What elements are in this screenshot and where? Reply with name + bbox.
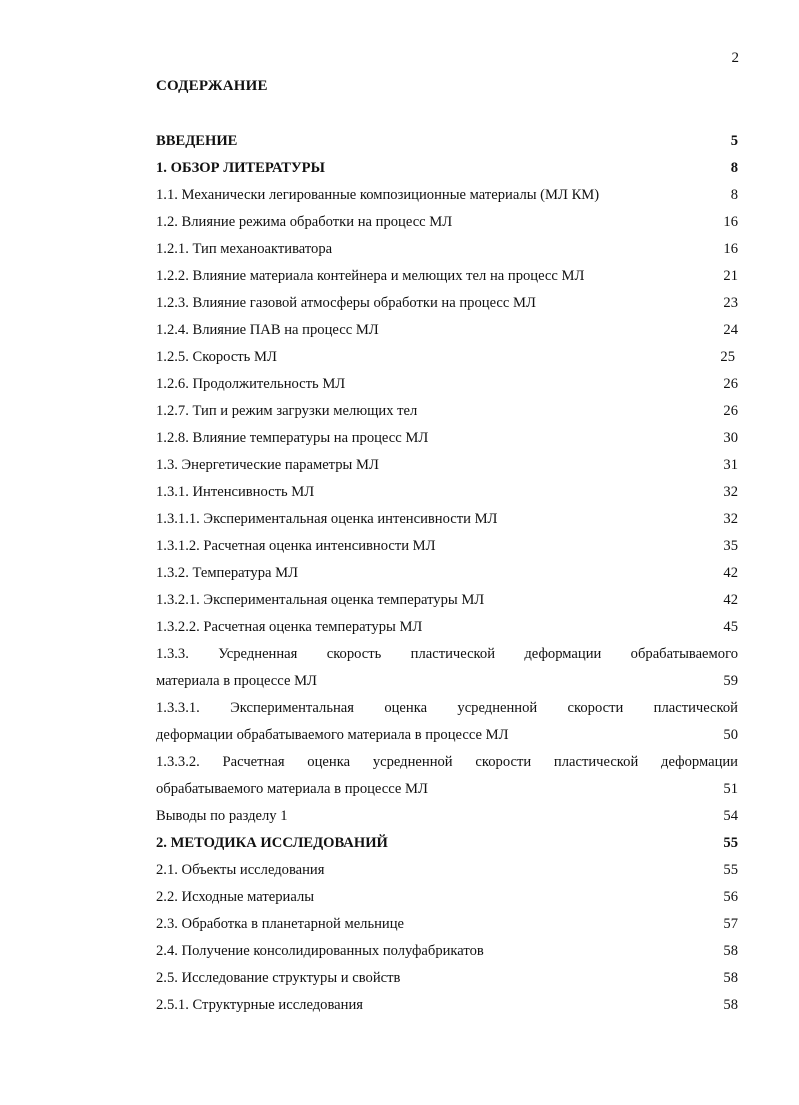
toc-entry-page: 16 bbox=[723, 241, 738, 257]
toc-entry-page: 8 bbox=[730, 160, 738, 176]
toc-entry-text-continued: деформации обрабатываемого материала в процессе МЛ bbox=[156, 727, 509, 743]
toc-entry-2-3 bbox=[156, 911, 738, 938]
toc-entry-text: 1.3.2.1. Экспериментальная оценка температуры МЛ bbox=[156, 592, 485, 608]
toc-entry-page: 55 bbox=[723, 835, 738, 851]
toc-entry-page: 51 bbox=[723, 781, 738, 797]
toc-entry-page: 58 bbox=[723, 970, 738, 986]
toc-entry-text: 1.2.5. Скорость МЛ bbox=[156, 349, 277, 365]
toc-entry-text: ВВЕДЕНИЕ bbox=[156, 133, 238, 149]
toc-entry-text: 1.3.1.1. Экспериментальная оценка интенсивности МЛ bbox=[156, 511, 498, 527]
toc-entry-1-3-3 bbox=[156, 641, 738, 695]
toc-entry-1-3-3-1 bbox=[156, 695, 738, 749]
toc-entry-page: 8 bbox=[730, 187, 738, 203]
toc-entry-page: 21 bbox=[723, 268, 738, 284]
toc-entry-text: 1.2.1. Тип механоактиватора bbox=[156, 241, 333, 257]
toc-entry-page: 58 bbox=[723, 997, 738, 1013]
toc-entry-page: 55 bbox=[723, 862, 738, 878]
toc-entry-page: 50 bbox=[723, 727, 738, 743]
toc-entry-text: 1.3.1.2. Расчетная оценка интенсивности МЛ bbox=[156, 538, 436, 554]
toc-entry-1-1 bbox=[156, 182, 738, 209]
toc-entry-page: 42 bbox=[723, 565, 738, 581]
toc-entry-page: 59 bbox=[723, 673, 738, 689]
toc-entry-page: 26 bbox=[723, 403, 738, 419]
page-title: СОДЕРЖАНИЕ bbox=[156, 78, 268, 94]
toc-entry-1-3-1-2 bbox=[156, 533, 738, 560]
toc-entry-text: 1.3. Энергетические параметры МЛ bbox=[156, 457, 379, 473]
toc-entry-page: 56 bbox=[723, 889, 738, 905]
toc-entry-conclusions-1 bbox=[156, 803, 738, 830]
toc-entry-text: 1.2.8. Влияние температуры на процесс МЛ bbox=[156, 430, 429, 446]
toc-entry-text: 1.2.4. Влияние ПАВ на процесс МЛ bbox=[156, 322, 379, 338]
toc-entry-page: 58 bbox=[723, 943, 738, 959]
toc-entry-page: 31 bbox=[723, 457, 738, 473]
toc-entry-1-2-2 bbox=[156, 263, 738, 290]
toc-entry-page: 45 bbox=[723, 619, 738, 635]
toc-entry-text-continued: обрабатываемого материала в процессе МЛ bbox=[156, 781, 428, 797]
toc-entry-text: Выводы по разделу 1 bbox=[156, 808, 288, 824]
toc-entry-1-3-3-2 bbox=[156, 749, 738, 803]
toc-entry-text-continued: материала в процессе МЛ bbox=[156, 673, 317, 689]
toc-entry-text: 1.3.3.2. Расчетная оценка усредненной скорости пластической деформации bbox=[156, 754, 738, 770]
toc-entry-1-2-6 bbox=[156, 371, 738, 398]
toc-entry-text: 2.5. Исследование структуры и свойств bbox=[156, 970, 401, 986]
toc-entry-page: 16 bbox=[723, 214, 738, 230]
toc-entry-1-2-1 bbox=[156, 236, 738, 263]
toc-entry-2-1 bbox=[156, 857, 738, 884]
toc-entry-page: 54 bbox=[723, 808, 738, 824]
toc-entry-chapter-1 bbox=[156, 155, 738, 182]
toc-entry-text: 1.2.6. Продолжительность МЛ bbox=[156, 376, 346, 392]
toc-entry-page: 32 bbox=[723, 511, 738, 527]
toc-entry-page: 26 bbox=[723, 376, 738, 392]
toc-entry-1-2-7 bbox=[156, 398, 738, 425]
toc-entry-1-2-5 bbox=[156, 344, 738, 371]
toc-entry-text: 1.2.7. Тип и режим загрузки мелющих тел bbox=[156, 403, 418, 419]
toc-entry-text: 2.3. Обработка в планетарной мельнице bbox=[156, 916, 405, 932]
toc-entry-text: 1.3.2. Температура МЛ bbox=[156, 565, 299, 581]
toc-entry-1-2-3 bbox=[156, 290, 738, 317]
toc-entry-page: 35 bbox=[723, 538, 738, 554]
toc-entry-text: 2. МЕТОДИКА ИССЛЕДОВАНИЙ bbox=[156, 835, 388, 851]
toc-entry-introduction bbox=[156, 128, 738, 155]
toc-entry-page: 32 bbox=[723, 484, 738, 500]
toc-entry-1-2 bbox=[156, 209, 738, 236]
toc-entry-page: 25 bbox=[720, 349, 735, 365]
toc-entry-text: 2.4. Получение консолидированных полуфабрикатов bbox=[156, 943, 484, 959]
page-number: 2 bbox=[731, 50, 739, 66]
toc-entry-text: 1.2. Влияние режима обработки на процесс МЛ bbox=[156, 214, 453, 230]
toc-entry-text: 1.2.2. Влияние материала контейнера и мелющих тел на процесс МЛ bbox=[156, 268, 585, 284]
toc-entry-1-3-2 bbox=[156, 560, 738, 587]
toc-entry-2-5-1 bbox=[156, 992, 738, 1019]
toc-entry-1-3-1 bbox=[156, 479, 738, 506]
toc-entry-1-2-4 bbox=[156, 317, 738, 344]
toc-entry-2-5 bbox=[156, 965, 738, 992]
toc-entry-page: 57 bbox=[723, 916, 738, 932]
toc-entry-text: 1.3.2.2. Расчетная оценка температуры МЛ bbox=[156, 619, 423, 635]
toc-entry-text: 2.5.1. Структурные исследования bbox=[156, 997, 363, 1013]
toc-entry-1-3-1-1 bbox=[156, 506, 738, 533]
toc-entry-page: 5 bbox=[730, 133, 738, 149]
toc-entry-text: 1. ОБЗОР ЛИТЕРАТУРЫ bbox=[156, 160, 325, 176]
toc-entry-1-2-8 bbox=[156, 425, 738, 452]
toc-entry-text: 1.3.3.1. Экспериментальная оценка усредненной скорости пластической bbox=[156, 700, 738, 716]
toc-entry-2-2 bbox=[156, 884, 738, 911]
table-of-contents bbox=[156, 128, 738, 1019]
toc-entry-2-4 bbox=[156, 938, 738, 965]
toc-entry-text: 2.2. Исходные материалы bbox=[156, 889, 315, 905]
toc-entry-page: 24 bbox=[723, 322, 738, 338]
toc-entry-text: 1.2.3. Влияние газовой атмосферы обработки на процесс МЛ bbox=[156, 295, 536, 311]
toc-entry-chapter-2 bbox=[156, 830, 738, 857]
toc-entry-1-3-2-2 bbox=[156, 614, 738, 641]
toc-entry-page: 23 bbox=[723, 295, 738, 311]
toc-entry-1-3 bbox=[156, 452, 738, 479]
toc-entry-text: 1.1. Механически легированные композиционные материалы (МЛ КМ) bbox=[156, 187, 600, 203]
toc-entry-page: 30 bbox=[723, 430, 738, 446]
toc-entry-page: 42 bbox=[723, 592, 738, 608]
toc-entry-text: 1.3.1. Интенсивность МЛ bbox=[156, 484, 315, 500]
toc-entry-text: 1.3.3. Усредненная скорость пластической деформации обрабатываемого bbox=[156, 646, 738, 662]
toc-entry-1-3-2-1 bbox=[156, 587, 738, 614]
toc-entry-text: 2.1. Объекты исследования bbox=[156, 862, 325, 878]
